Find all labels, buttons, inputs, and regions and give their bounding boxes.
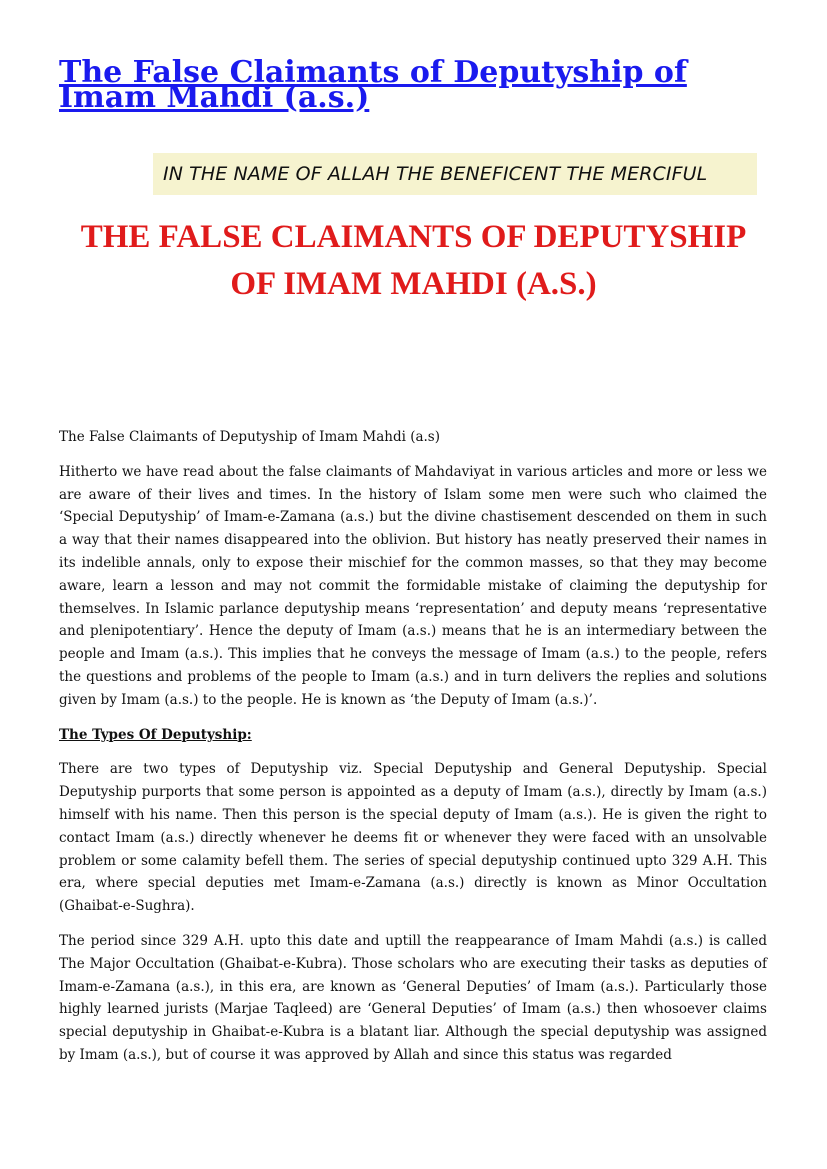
section-subheading: The Types Of Deputyship: (59, 726, 252, 743)
banner-text: IN THE NAME OF ALLAH THE BENEFICENT THE MERCIFUL (163, 163, 708, 185)
paragraph-2: There are two types of Deputyship viz. Special Deputyship and General Deputyship. Special Deputyship purports that some person is appointed as a deputy of Imam (a.s.), directly by Imam (a.s.) himself with his name. Then this person is the special deputy of Imam (a.s.). He is given the right to contact Imam (a.s.) directly whenever he deems fit or whenever they were faced with an unsolvable problem or some calamity befell them. The series of special deputyship continued upto 329 A.H. This era, where special deputies met Imam-e-Zamana (a.s.) directly is known as Minor Occultation (Ghaibat-e-Sughra). (59, 761, 767, 915)
headline-line-2: OF IMAM MAHDI (A.S.) (230, 266, 597, 302)
article-body (59, 426, 767, 1079)
main-headline (40, 214, 787, 308)
bismillah-banner (153, 153, 757, 195)
paragraph-1: Hitherto we have read about the false claimants of Mahdaviyat in various articles and more or less we are aware of their lives and times. In the history of Islam some men were such who claimed the ‘Special Deputyship’ of Imam-e-Zamana (a.s.) but the divine chastisement descended on them in such a way that their names disappeared into the oblivion. But history has neatly preserved their names in its indelible annals, only to expose their mischief for the common masses, so that they may become aware, learn a lesson and may not commit the formidable mistake of claiming the deputyship for themselves. In Islamic parlance deputyship means ‘representation’ and deputy means ‘representative and plenipotentiary’. Hence the deputy of Imam (a.s.) means that he is an intermediary between the people and Imam (a.s.). This implies that he conveys the message of Imam (a.s.) to the people, refers the questions and problems of the people to Imam (a.s.) and in turn delivers the replies and solutions given by Imam (a.s.) to the people. He is known as ‘the Deputy of Imam (a.s.)’. (59, 463, 767, 708)
intro-line: The False Claimants of Deputyship of Imam Mahdi (a.s) (59, 429, 441, 445)
title-link[interactable]: The False Claimants of Deputyship of Imam Mahdi (a.s.) (59, 55, 687, 115)
paragraph-3: The period since 329 A.H. upto this date and uptill the reappearance of Imam Mahdi (a.s.) is called The Major Occultation (Ghaibat-e-Kubra). Those scholars who are executing their tasks as deputies of Imam-e-Zamana (a.s.), in this era, are known as ‘General Deputies’ of Imam (a.s.). Particularly those highly learned jurists (Marjae Taqleed) are ‘General Deputies’ of Imam (a.s.) then whosoever claims special deputyship in Ghaibat-e-Kubra is a blatant liar. Although the special deputyship was assigned by Imam (a.s.), but of course it was approved by Allah and since this status was regarded (59, 932, 767, 1063)
headline-line-1: THE FALSE CLAIMANTS OF DEPUTYSHIP (80, 219, 747, 255)
